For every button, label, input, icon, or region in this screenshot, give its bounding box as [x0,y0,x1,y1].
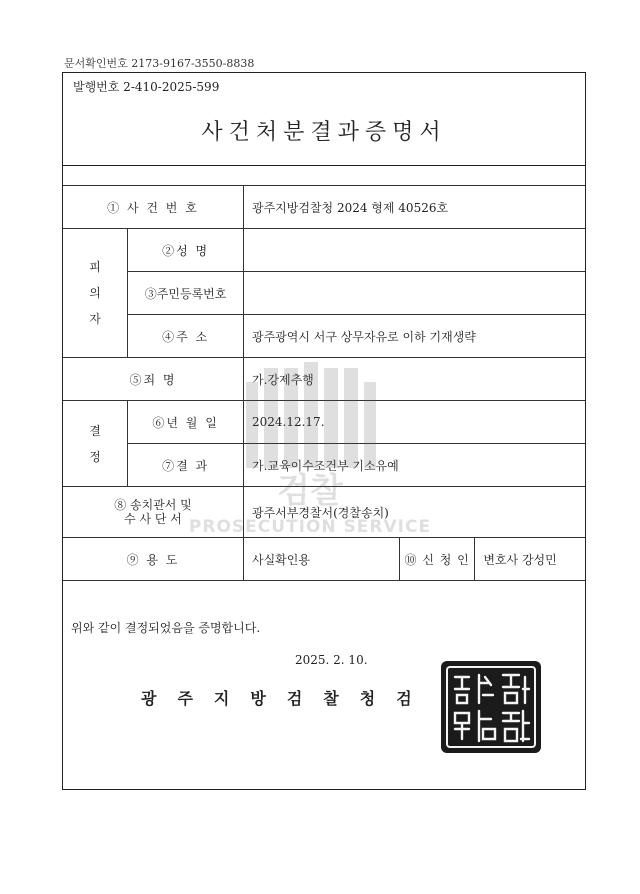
decision-date-label: ⑥년 월 일 [128,401,244,444]
row-offense [63,358,585,401]
row-purpose [63,538,585,581]
row-decision-date [63,401,585,444]
row-address [63,315,585,358]
purpose-label: ⑨ 용 도 [63,538,243,581]
agency-label [63,487,243,538]
row-name [63,229,585,272]
case-table [63,185,585,581]
applicant-value: 변호사 강성민 [475,538,585,581]
name-value [243,229,585,272]
row-resident-number [63,272,585,315]
watermark-english: PROSECUTION SERVICE [188,517,432,537]
agency-label-line2: 수 사 단 서 [124,512,182,526]
certificate-frame [62,72,586,790]
confirm-statement: 위와 같이 결정되었음을 증명합니다. [71,621,261,635]
address-value: 광주광역시 서구 상무자유로 이하 기재생략 [243,315,585,358]
decision-date-value: 2024.12.17. [243,401,585,444]
office-name: 광주지방검찰청검 [141,689,433,708]
agency-value: 광주서부경찰서(경찰송치) [243,487,585,538]
offense-value: 가.강제추행 [243,358,585,401]
resident-number-label: ③주민등록번호 [128,272,244,315]
result-value: 가.교육이수조건부 기소유예 [243,444,585,487]
case-number-value: 광주지방검찰청 2024 형제 40526호 [243,186,585,229]
suspect-char: 자 [89,312,101,326]
row-case-number [63,186,585,229]
watermark-korean: 검찰 [277,471,343,511]
document-confirm-number: 문서확인번호 2173-9167-3550-8838 [64,57,255,70]
case-number-label: ① 사 건 번 호 [63,186,243,229]
page-title: 사건처분결과증명서 [201,120,447,145]
issue-date: 2025. 2. 10. [295,653,368,667]
resident-number-value [243,272,585,315]
suspect-char: 의 [89,286,101,300]
title-divider [63,165,585,166]
result-label: ⑦결 과 [128,444,244,487]
row-result [63,444,585,487]
offense-label: ⑤죄 명 [63,358,243,401]
issue-number: 발행번호 2-410-2025-599 [73,80,220,94]
suspect-char: 피 [89,260,101,274]
name-label: ②성 명 [128,229,244,272]
decision-char: 결 [89,423,101,438]
address-label: ④주 소 [128,315,244,358]
official-seal-stamp [439,659,543,755]
agency-label-line1: ⑧ 송치관서 및 [114,498,192,512]
purpose-value: 사실확인용 [243,538,399,581]
applicant-label: ⑩ 신 청 인 [399,538,474,581]
decision-group-label [63,401,128,487]
row-agency [63,487,585,538]
decision-char: 정 [89,449,101,464]
suspect-group-label [63,229,128,358]
